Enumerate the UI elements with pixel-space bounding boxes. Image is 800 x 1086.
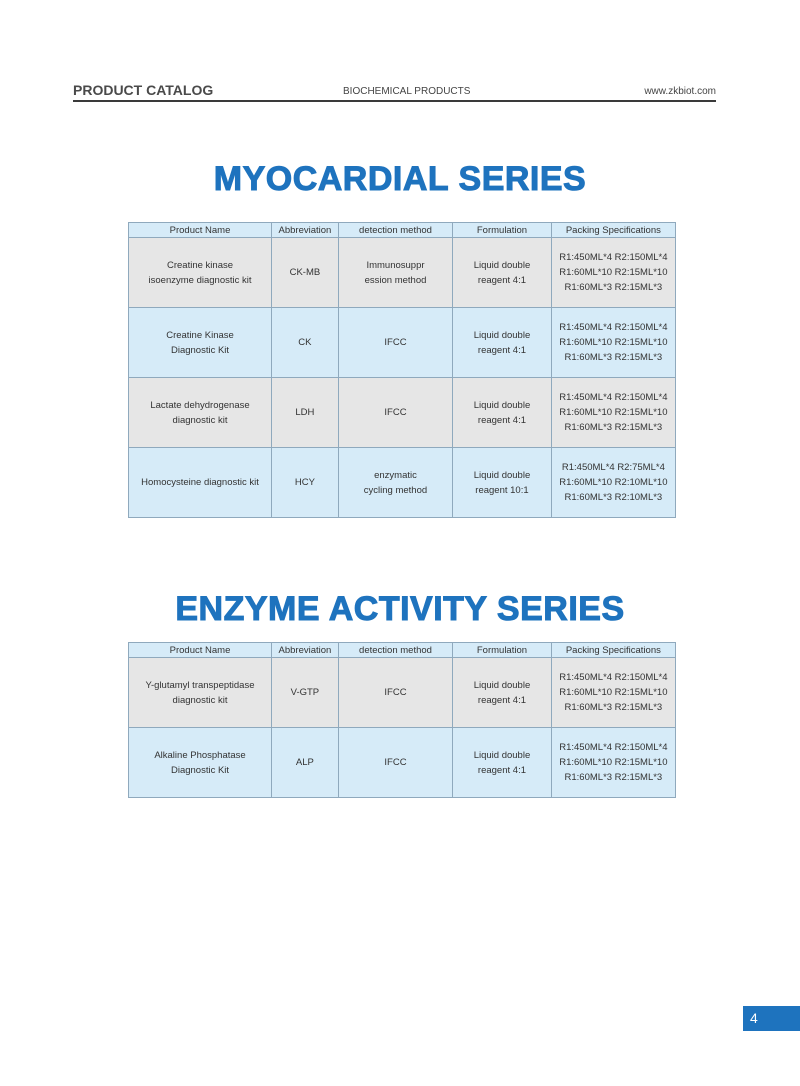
packing-spec: R1:450ML*4 R2:150ML*4 R1:60ML*10 R2:15ML*10 R1:60ML*3 R2:15ML*3	[551, 378, 675, 448]
table-row	[129, 658, 676, 728]
detection-method: IFCC	[338, 658, 452, 728]
col-detection-method: detection method	[338, 223, 452, 238]
catalog-title: PRODUCT CATALOG	[73, 82, 214, 98]
detection-method: Immunosuppr ession method	[338, 238, 452, 308]
product-name: Alkaline Phosphatase Diagnostic Kit	[129, 728, 272, 798]
table-row	[129, 308, 676, 378]
detection-method: enzymatic cycling method	[338, 448, 452, 518]
col-formulation: Formulation	[453, 223, 552, 238]
col-product-name: Product Name	[129, 223, 272, 238]
abbreviation: CK	[272, 308, 339, 378]
myocardial-series-title: MYOCARDIAL SERIES	[213, 160, 587, 198]
detection-method: IFCC	[338, 378, 452, 448]
enzyme-table	[128, 642, 676, 798]
table-header-row	[129, 223, 676, 238]
col-product-name: Product Name	[129, 643, 272, 658]
formulation: Liquid double reagent 4:1	[453, 728, 552, 798]
packing-spec: R1:450ML*4 R2:150ML*4 R1:60ML*10 R2:15ML*10 R1:60ML*3 R2:15ML*3	[551, 658, 675, 728]
page-header	[73, 82, 716, 102]
table-header-row	[129, 643, 676, 658]
abbreviation: V-GTP	[272, 658, 339, 728]
product-name: Lactate dehydrogenase diagnostic kit	[129, 378, 272, 448]
formulation: Liquid double reagent 4:1	[453, 308, 552, 378]
abbreviation: CK-MB	[272, 238, 339, 308]
myocardial-table	[128, 222, 676, 518]
packing-spec: R1:450ML*4 R2:150ML*4 R1:60ML*10 R2:15ML*10 R1:60ML*3 R2:15ML*3	[551, 238, 675, 308]
col-packing: Packing Specifications	[551, 643, 675, 658]
product-name: Y-glutamyl transpeptidase diagnostic kit	[129, 658, 272, 728]
table-row	[129, 448, 676, 518]
formulation: Liquid double reagent 4:1	[453, 378, 552, 448]
category-label: BIOCHEMICAL PRODUCTS	[343, 86, 471, 97]
formulation: Liquid double reagent 4:1	[453, 238, 552, 308]
col-detection-method: detection method	[338, 643, 452, 658]
enzyme-series-title: ENZYME ACTIVITY SERIES	[175, 590, 625, 628]
page-number: 4	[750, 1010, 758, 1026]
detection-method: IFCC	[338, 308, 452, 378]
formulation: Liquid double reagent 10:1	[453, 448, 552, 518]
abbreviation: LDH	[272, 378, 339, 448]
page-number-badge	[743, 1006, 800, 1031]
formulation: Liquid double reagent 4:1	[453, 658, 552, 728]
detection-method: IFCC	[338, 728, 452, 798]
website-link[interactable]: www.zkbiot.com	[644, 86, 716, 97]
packing-spec: R1:450ML*4 R2:150ML*4 R1:60ML*10 R2:15ML*10 R1:60ML*3 R2:15ML*3	[551, 308, 675, 378]
table-row	[129, 378, 676, 448]
col-abbreviation: Abbreviation	[272, 643, 339, 658]
table-row	[129, 728, 676, 798]
abbreviation: HCY	[272, 448, 339, 518]
packing-spec: R1:450ML*4 R2:75ML*4 R1:60ML*10 R2:10ML*10 R1:60ML*3 R2:10ML*3	[551, 448, 675, 518]
packing-spec: R1:450ML*4 R2:150ML*4 R1:60ML*10 R2:15ML*10 R1:60ML*3 R2:15ML*3	[551, 728, 675, 798]
product-name: Creatine kinase isoenzyme diagnostic kit	[129, 238, 272, 308]
table-row	[129, 238, 676, 308]
abbreviation: ALP	[272, 728, 339, 798]
product-name: Homocysteine diagnostic kit	[129, 448, 272, 518]
col-formulation: Formulation	[453, 643, 552, 658]
col-packing: Packing Specifications	[551, 223, 675, 238]
col-abbreviation: Abbreviation	[272, 223, 339, 238]
product-name: Creatine Kinase Diagnostic Kit	[129, 308, 272, 378]
